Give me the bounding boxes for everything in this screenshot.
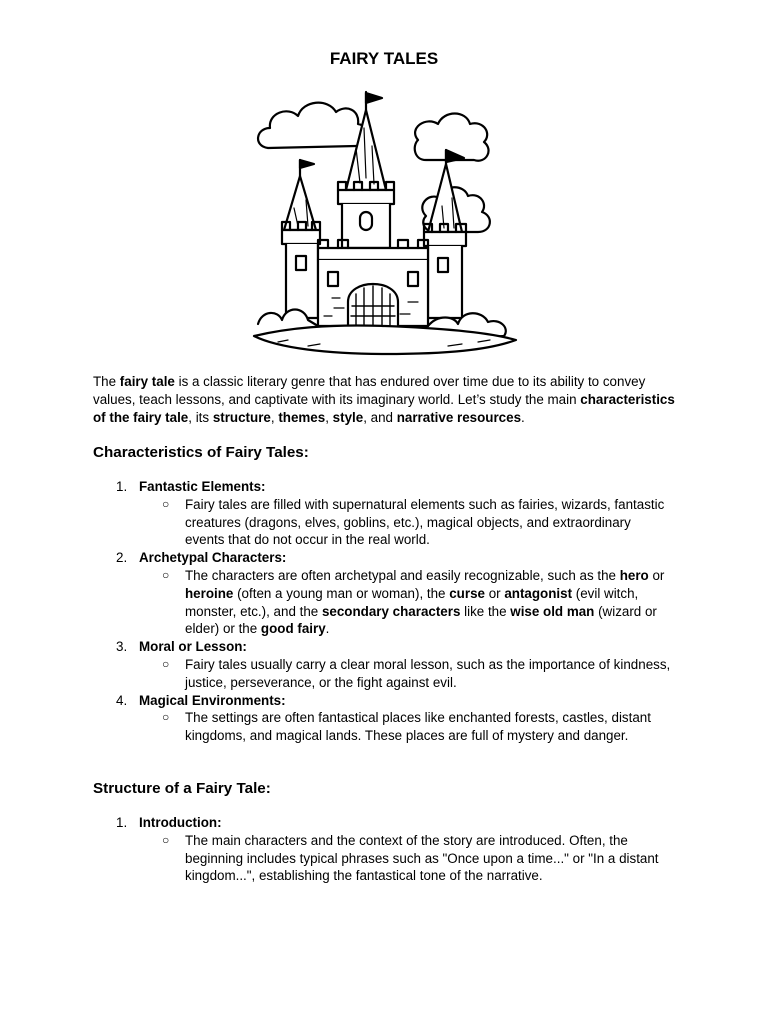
list-number: 4. [116, 692, 128, 708]
characteristics-list [93, 478, 673, 745]
bullet-circle-icon: ○ [162, 656, 170, 671]
page-title: FAIRY TALES [329, 49, 439, 68]
list-number: 1. [116, 479, 128, 494]
bullet-circle-icon: ○ [162, 496, 170, 511]
sub-bullet [93, 709, 673, 745]
list-item-title: Introduction: [139, 815, 222, 830]
section-heading-structure: Structure of a Fairy Tale: [93, 780, 271, 797]
list-item-title: Archetypal Characters: [139, 550, 287, 566]
bullet-circle-icon: ○ [162, 832, 170, 847]
bullet-text: The main characters and the context of the story are introduced. Often, the beginning includes typical phrases such as "Once upon a time..." or "In a distant kingdom...", establishing the fantastical tone of the narrative. [185, 832, 659, 884]
sub-bullet [93, 496, 673, 549]
section-heading-characteristics: Characteristics of Fairy Tales: [93, 444, 309, 461]
list-item [93, 638, 673, 656]
list-item-title: Fantastic Elements: [139, 479, 266, 494]
sub-bullet [93, 832, 673, 885]
bullet-text: The settings are often fantastical places like enchanted forests, castles, distant kingdoms, and magical lands. These places are full of mystery and danger. [185, 710, 651, 744]
list-number: 3. [116, 639, 128, 655]
sub-bullet [93, 656, 673, 692]
list-item [93, 814, 673, 832]
intro-paragraph: The fairy tale is a classic literary genre that has endured over time due to its ability to convey values, teach lessons, and captivate with its imaginary world. Let’s study the main characteristics of the fairy tale, its structure, themes, style, and narrative resources. [93, 374, 675, 425]
list-item-title: Moral or Lesson: [139, 639, 247, 655]
list-item-title: Magical Environments: [139, 692, 286, 708]
list-number: 2. [116, 550, 128, 566]
bullet-circle-icon: ○ [162, 710, 170, 725]
structure-list [93, 814, 673, 885]
bullet-circle-icon: ○ [162, 567, 170, 582]
list-item [93, 478, 673, 496]
list-number: 1. [116, 815, 128, 830]
bullet-text: The characters are often archetypal and easily recognizable, such as the hero or heroine (often a young man or woman), the curse or antagonist (evil witch, monster, etc.), and the secondary characters like the wise old man (wizard or elder) or the good fairy. [185, 567, 665, 637]
castle-illustration-icon [248, 88, 522, 356]
list-item [93, 549, 673, 567]
bullet-text: Fairy tales usually carry a clear moral lesson, such as the importance of kindness, justice, perseverance, or the fight against evil. [185, 656, 671, 690]
list-item [93, 692, 673, 710]
bullet-text: Fairy tales are filled with supernatural elements such as fairies, wizards, fantastic creatures (dragons, elves, goblins, etc.), magical objects, and extraordinary events that do not occur in the real world. [185, 496, 665, 548]
sub-bullet [93, 567, 673, 638]
